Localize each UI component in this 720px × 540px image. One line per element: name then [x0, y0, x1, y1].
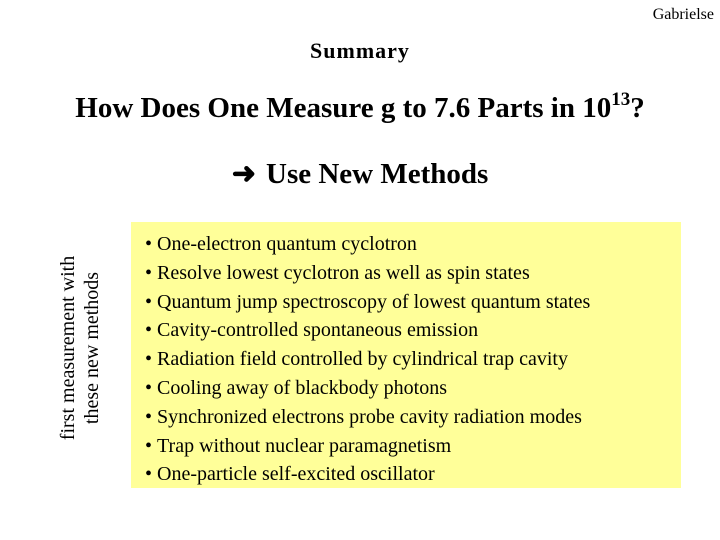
methods-list [145, 230, 681, 489]
section-title: Summary [310, 38, 410, 63]
list-item-text: Quantum jump spectroscopy of lowest quantum states [157, 290, 591, 313]
subtitle-text: Use New Methods [266, 158, 489, 190]
bullet-icon: • [145, 434, 153, 457]
list-item [145, 230, 681, 259]
list-item [145, 432, 681, 461]
title-exponent: 13 [611, 89, 631, 110]
list-item [145, 403, 681, 432]
methods-box [131, 222, 681, 488]
list-item-text: Trap without nuclear paramagnetism [157, 434, 452, 457]
list-item [145, 374, 681, 403]
title-end: ? [630, 92, 645, 124]
bullet-icon: • [145, 405, 153, 428]
side-note-text [56, 222, 104, 474]
list-item-text: Radiation field controlled by cylindrical trap cavity [157, 348, 568, 371]
side-note-line-1: first measurement with [57, 255, 79, 441]
list-item-text: Resolve lowest cyclotron as well as spin states [157, 261, 530, 284]
list-item-text: One-particle self-excited oscillator [157, 463, 435, 486]
slide-subtitle [0, 156, 720, 191]
list-item [145, 345, 681, 374]
list-item-text: Synchronized electrons probe cavity radiation modes [157, 405, 582, 428]
author-name: Gabrielse [652, 6, 714, 23]
list-item [145, 460, 681, 489]
bullet-icon: • [145, 376, 153, 399]
list-item-text: One-electron quantum cyclotron [157, 233, 417, 255]
list-item [145, 259, 681, 288]
list-item [145, 316, 681, 345]
bullet-icon: • [145, 348, 153, 371]
bullet-icon: • [145, 261, 153, 284]
bullet-icon: • [145, 290, 153, 313]
list-item [145, 288, 681, 317]
right-arrow-icon: ➜ [231, 158, 256, 190]
list-item-text: Cooling away of blackbody photons [157, 376, 447, 399]
bullet-icon: • [145, 463, 153, 486]
side-note [50, 222, 110, 474]
side-note-line-2: these new methods [81, 271, 103, 425]
list-item-text: Cavity-controlled spontaneous emission [157, 319, 479, 342]
slide-title [0, 89, 720, 125]
title-main: How Does One Measure g to 7.6 Parts in 10 [75, 92, 612, 124]
bullet-icon: • [145, 233, 153, 255]
bullet-icon: • [145, 319, 153, 342]
